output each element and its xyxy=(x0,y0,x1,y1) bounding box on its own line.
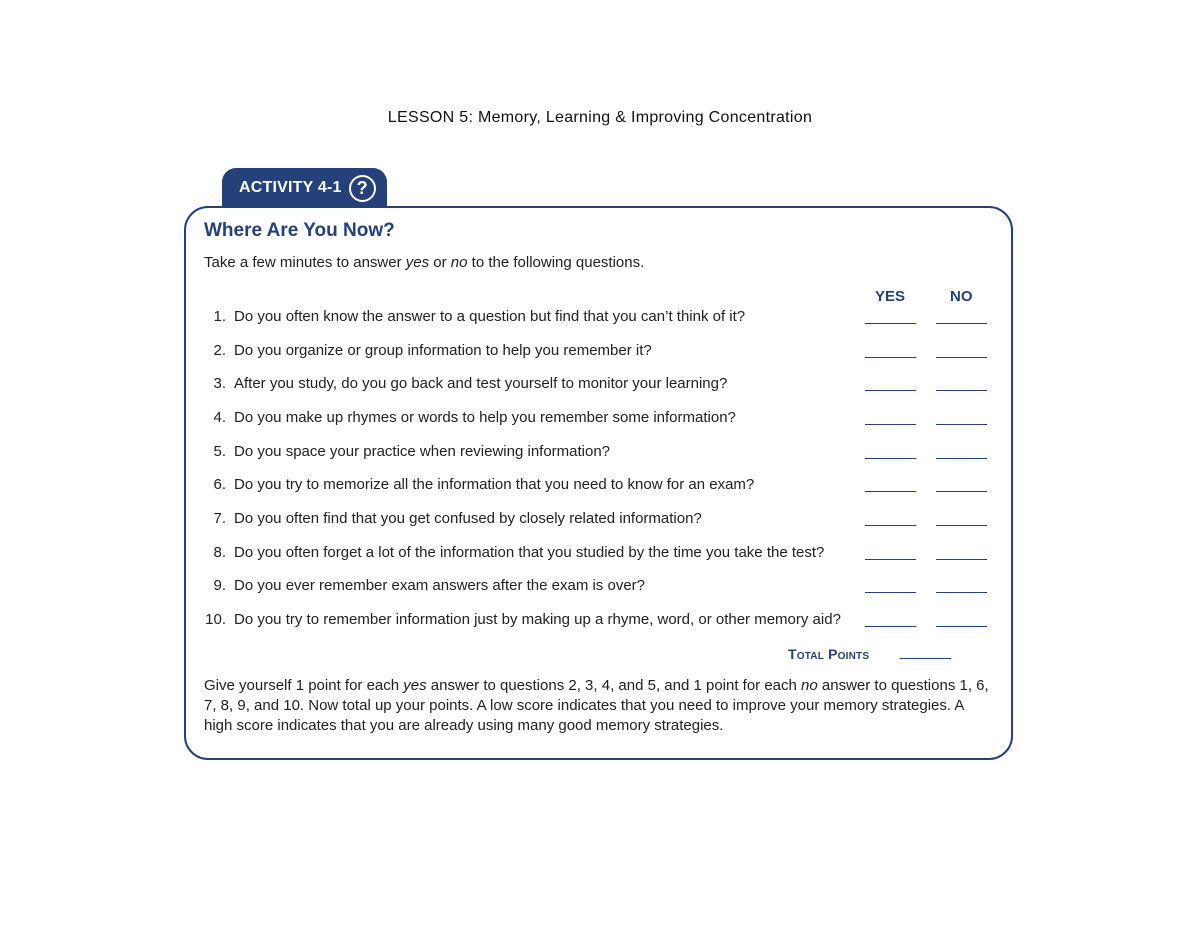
question-number: 9. xyxy=(213,577,226,594)
yes-answer-blank-10[interactable] xyxy=(865,626,916,627)
question-number: 6. xyxy=(213,476,226,493)
yes-answer-blank-5[interactable] xyxy=(865,458,916,459)
question-number: 7. xyxy=(213,510,226,527)
total-points-label: Total Points xyxy=(788,646,870,662)
yes-answer-blank-7[interactable] xyxy=(865,525,916,526)
scoring-part-3: answer to questions 1, 6, 7, 8, 9, and 10. Now total up your points. A low score indicates that you need to improve your memory strategies. A high score indicates that you are already using many good memory strategies. xyxy=(204,677,989,734)
question-text: Do you organize or group information to help you remember it? xyxy=(234,342,652,359)
scoring-part-2: answer to questions 2, 3, 4, and 5, and 1 point for each xyxy=(426,677,802,694)
question-number: 1. xyxy=(213,308,226,325)
scoring-part-1: Give yourself 1 point for each xyxy=(204,677,404,694)
yes-answer-blank-3[interactable] xyxy=(865,390,916,391)
yes-answer-blank-6[interactable] xyxy=(865,491,916,492)
question-row-5 xyxy=(204,443,994,467)
no-answer-blank-10[interactable] xyxy=(936,626,987,627)
instructions-no: no xyxy=(450,254,468,271)
question-text: Do you space your practice when reviewing information? xyxy=(234,443,611,460)
question-number: 5. xyxy=(213,443,226,460)
instructions-pre: Take a few minutes to answer xyxy=(204,254,406,271)
question-text: Do you try to memorize all the information that you need to know for an exam? xyxy=(234,476,755,493)
scoring-no: no xyxy=(801,677,818,694)
no-answer-blank-5[interactable] xyxy=(936,458,987,459)
question-row-8 xyxy=(204,544,994,568)
question-number: 2. xyxy=(213,342,226,359)
question-text: Do you try to remember information just by making up a rhyme, word, or other memory aid? xyxy=(234,611,841,628)
question-text: Do you often find that you get confused by closely related information? xyxy=(234,510,702,527)
yes-answer-blank-9[interactable] xyxy=(865,592,916,593)
total-points-blank[interactable] xyxy=(900,658,951,659)
question-row-6 xyxy=(204,476,994,500)
activity-title: Where Are You Now? xyxy=(204,220,395,241)
activity-label: ACTIVITY 4-1 xyxy=(239,179,342,196)
question-number: 8. xyxy=(213,544,226,561)
yes-answer-blank-1[interactable] xyxy=(865,323,916,324)
no-answer-blank-8[interactable] xyxy=(936,559,987,560)
lesson-header: LESSON 5: Memory, Learning & Improving Concentration xyxy=(387,109,813,126)
question-text: Do you ever remember exam answers after the exam is over? xyxy=(234,577,645,594)
scoring-instructions xyxy=(204,676,994,736)
help-icon[interactable]: ? xyxy=(349,175,376,202)
yes-answer-blank-2[interactable] xyxy=(865,357,916,358)
no-answer-blank-2[interactable] xyxy=(936,357,987,358)
no-answer-blank-1[interactable] xyxy=(936,323,987,324)
no-answer-blank-7[interactable] xyxy=(936,525,987,526)
no-answer-blank-3[interactable] xyxy=(936,390,987,391)
no-answer-blank-4[interactable] xyxy=(936,424,987,425)
activity-card xyxy=(184,206,1013,760)
yes-column-header: YES xyxy=(875,288,906,305)
yes-answer-blank-4[interactable] xyxy=(865,424,916,425)
question-row-1 xyxy=(204,308,994,332)
instructions xyxy=(204,254,644,271)
question-row-7 xyxy=(204,510,994,534)
scoring-yes: yes xyxy=(403,677,427,694)
question-text: Do you often know the answer to a question but find that you can’t think of it? xyxy=(234,308,746,325)
question-row-4 xyxy=(204,409,994,433)
question-row-3 xyxy=(204,375,994,399)
no-column-header: NO xyxy=(950,288,973,305)
question-row-9 xyxy=(204,577,994,601)
question-text: After you study, do you go back and test yourself to monitor your learning? xyxy=(234,375,728,392)
no-answer-blank-6[interactable] xyxy=(936,491,987,492)
question-number: 3. xyxy=(213,375,226,392)
question-text: Do you make up rhymes or words to help you remember some information? xyxy=(234,409,736,426)
question-number: 10. xyxy=(205,611,226,628)
question-text: Do you often forget a lot of the information that you studied by the time you take the test? xyxy=(234,544,825,561)
no-answer-blank-9[interactable] xyxy=(936,592,987,593)
instructions-yes: yes xyxy=(405,254,430,271)
question-row-2 xyxy=(204,342,994,366)
activity-tab xyxy=(222,168,387,208)
question-number: 4. xyxy=(213,409,226,426)
instructions-post: to the following questions. xyxy=(467,254,645,271)
yes-answer-blank-8[interactable] xyxy=(865,559,916,560)
question-row-10 xyxy=(204,611,994,635)
instructions-mid: or xyxy=(429,254,451,271)
